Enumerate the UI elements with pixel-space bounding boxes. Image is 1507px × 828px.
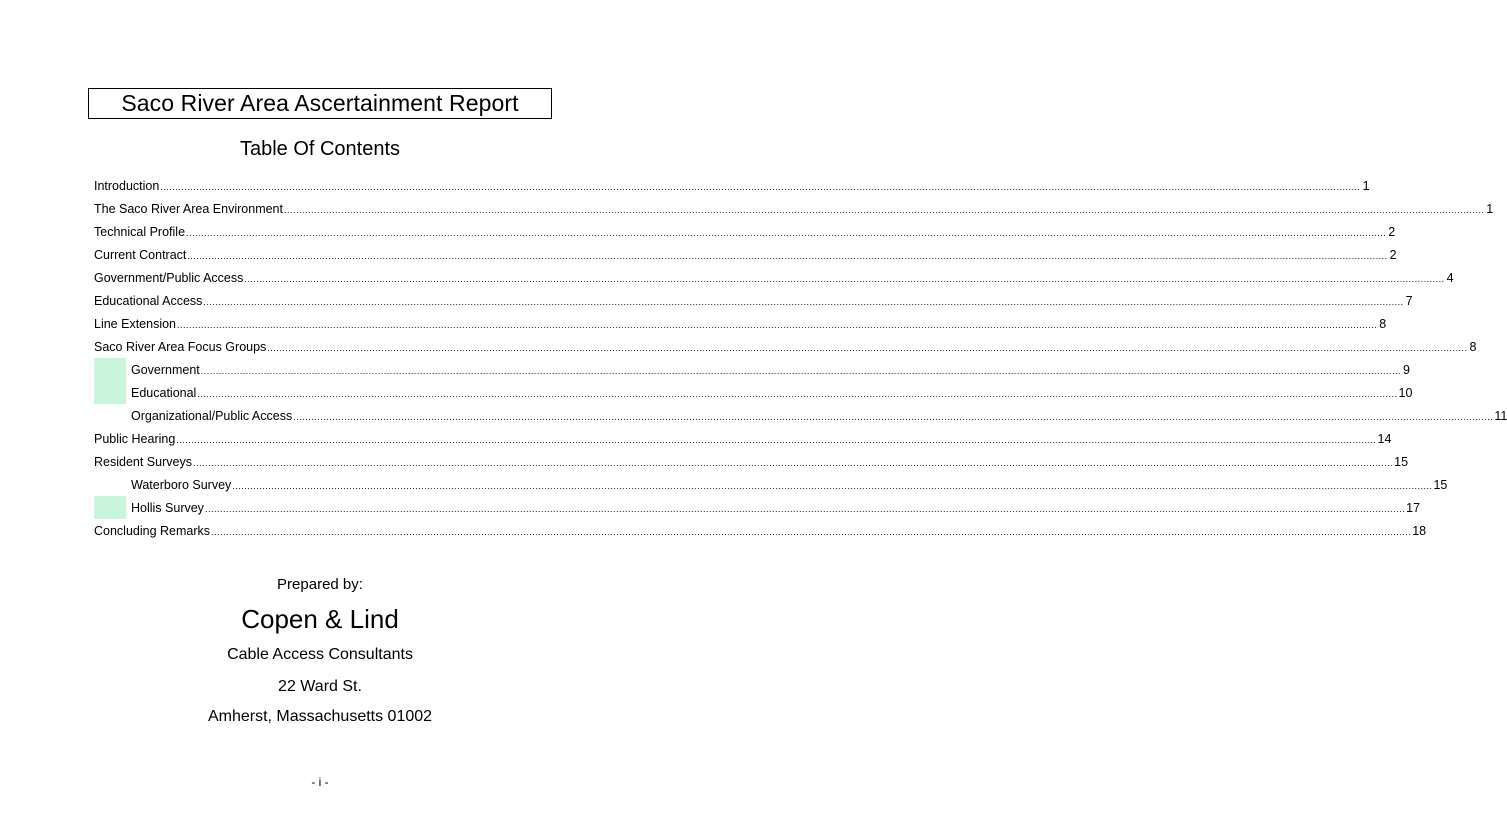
firm-street: 22 Ward St. <box>278 678 362 695</box>
toc-entry-label: Introduction <box>94 178 160 193</box>
toc-entry-page: 2 <box>1389 247 1397 262</box>
toc-entry-label: Government <box>131 362 200 377</box>
toc-leader-dots: ................................................................................................................................................................................................................................................................................................................................................................................................................ <box>283 205 1485 215</box>
toc-entry-label: Organizational/Public Access <box>131 408 293 423</box>
toc-entry-label: Hollis Survey <box>131 500 204 515</box>
table-of-contents <box>94 174 1507 542</box>
toc-leader-dots: ................................................................................................................................................................................................................................................................................................................................................................................................................ <box>176 435 1377 445</box>
toc-leader-dots: ................................................................................................................................................................................................................................................................................................................................................................................................................ <box>232 481 1433 491</box>
toc-leader-dots: ................................................................................................................................................................................................................................................................................................................................................................................................................ <box>293 412 1494 422</box>
toc-leader-dots: ................................................................................................................................................................................................................................................................................................................................................................................................................ <box>160 182 1361 192</box>
toc-entry[interactable] <box>94 220 1396 243</box>
toc-entry-page: 7 <box>1405 293 1413 308</box>
toc-leader-dots: ................................................................................................................................................................................................................................................................................................................................................................................................................ <box>244 274 1445 284</box>
toc-entry-label: Waterboro Survey <box>131 477 232 492</box>
toc-entry-page: 4 <box>1446 270 1454 285</box>
toc-entry-page: 8 <box>1379 316 1387 331</box>
toc-entry-label: Saco River Area Focus Groups <box>94 339 267 354</box>
toc-entry-page: 18 <box>1412 523 1427 538</box>
toc-entry[interactable] <box>94 427 1392 450</box>
toc-entry-label: Educational <box>131 385 197 400</box>
toc-leader-dots: ................................................................................................................................................................................................................................................................................................................................................................................................................ <box>267 343 1468 353</box>
toc-entry-label: Technical Profile <box>94 224 186 239</box>
toc-leader-dots: ................................................................................................................................................................................................................................................................................................................................................................................................................ <box>203 297 1404 307</box>
toc-entry[interactable] <box>94 404 1507 427</box>
prepared-by-label: Prepared by: <box>277 576 363 593</box>
toc-entry[interactable] <box>94 266 1454 289</box>
highlight-block <box>94 496 126 519</box>
toc-entry[interactable] <box>94 381 1413 404</box>
toc-entry-label: Current Contract <box>94 247 187 262</box>
firm-name: Copen & Lind <box>241 604 399 634</box>
toc-entry-label: Line Extension <box>94 316 177 331</box>
toc-entry[interactable] <box>94 496 1421 519</box>
toc-entry-label: Concluding Remarks <box>94 523 211 538</box>
toc-entry[interactable] <box>94 197 1494 220</box>
toc-entry-label: Educational Access <box>94 293 203 308</box>
toc-entry-page: 15 <box>1394 454 1409 469</box>
firm-city: Amherst, Massachusetts 01002 <box>207 708 433 725</box>
toc-entry-page: 11 <box>1494 408 1507 423</box>
toc-leader-dots: ................................................................................................................................................................................................................................................................................................................................................................................................................ <box>187 251 1388 261</box>
toc-entry-page: 1 <box>1362 178 1370 193</box>
toc-entry[interactable] <box>94 335 1477 358</box>
toc-leader-dots: ................................................................................................................................................................................................................................................................................................................................................................................................................ <box>192 458 1394 468</box>
toc-entry[interactable] <box>94 243 1397 266</box>
toc-entry[interactable] <box>94 289 1413 312</box>
toc-entry-label: Public Hearing <box>94 431 176 446</box>
toc-entry[interactable] <box>94 312 1387 335</box>
toc-heading: Table Of Contents <box>239 138 401 160</box>
page-number: - i - <box>311 775 329 789</box>
report-title: Saco River Area Ascertainment Report <box>88 88 552 119</box>
toc-entry[interactable] <box>94 519 1427 542</box>
toc-entry-page: 1 <box>1486 201 1494 216</box>
toc-entry-page: 2 <box>1388 224 1396 239</box>
toc-entry-page: 15 <box>1433 477 1448 492</box>
toc-entry-label: The Saco River Area Environment <box>94 201 283 216</box>
toc-leader-dots: ................................................................................................................................................................................................................................................................................................................................................................................................................ <box>177 320 1378 330</box>
toc-leader-dots: ................................................................................................................................................................................................................................................................................................................................................................................................................ <box>204 504 1406 514</box>
toc-leader-dots: ................................................................................................................................................................................................................................................................................................................................................................................................................ <box>186 228 1387 238</box>
toc-entry-label: Government/Public Access <box>94 270 244 285</box>
toc-leader-dots: ................................................................................................................................................................................................................................................................................................................................................................................................................ <box>197 389 1398 399</box>
toc-leader-dots: ................................................................................................................................................................................................................................................................................................................................................................................................................ <box>200 366 1401 376</box>
toc-entry-label: Resident Surveys <box>94 454 192 469</box>
toc-entry[interactable] <box>94 358 1410 381</box>
toc-entry-page: 8 <box>1469 339 1477 354</box>
toc-entry[interactable] <box>94 473 1448 496</box>
toc-entry-page: 17 <box>1406 500 1421 515</box>
toc-entry[interactable] <box>94 450 1409 473</box>
toc-entry[interactable] <box>94 174 1370 197</box>
toc-entry-page: 10 <box>1398 385 1413 400</box>
toc-entry-page: 14 <box>1377 431 1392 446</box>
toc-entry-page: 9 <box>1403 362 1410 377</box>
toc-rows <box>94 174 1507 542</box>
toc-leader-dots: ................................................................................................................................................................................................................................................................................................................................................................................................................ <box>211 527 1412 537</box>
firm-subtitle: Cable Access Consultants <box>227 646 413 663</box>
